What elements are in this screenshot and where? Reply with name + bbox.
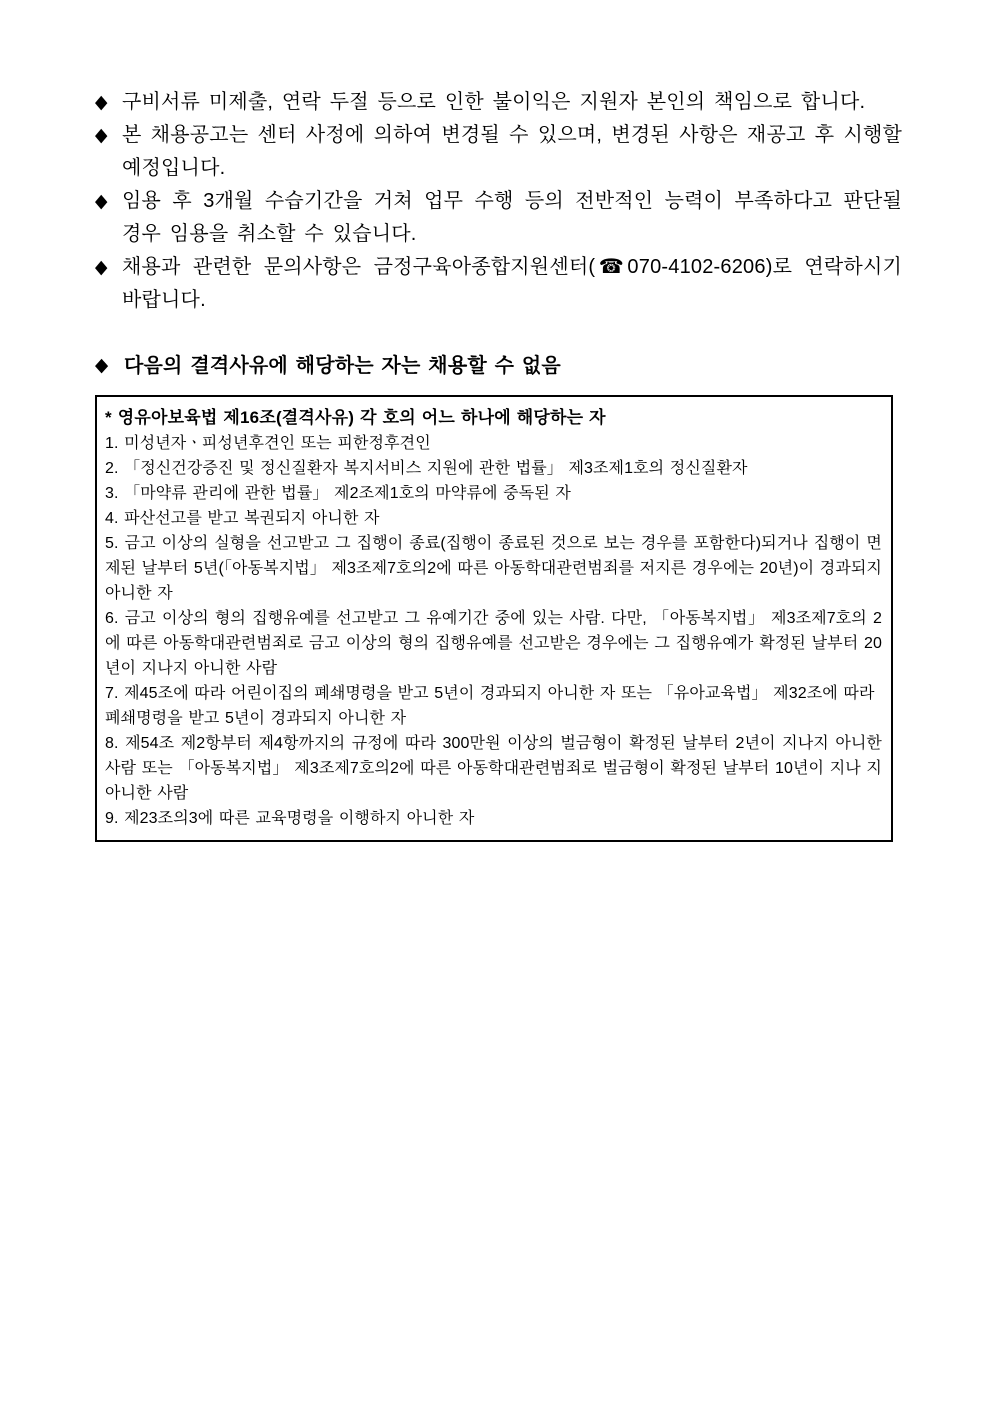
- notice-text: 채용과 관련한 문의사항은 금정구육아종합지원센터(☎070-4102-6206)로 연락하시기 바랍니다.: [122, 256, 902, 311]
- diamond-bullet-icon: ◆: [95, 191, 108, 212]
- disqualification-item-9: 9. 제23조의3에 따른 교육명령을 이행하지 아니한 자: [105, 810, 475, 827]
- disqualification-item-6: 6. 금고 이상의 형의 집행유예를 선고받고 그 유예기간 중에 있는 사람. 다만, 「아동복지법」 제3조제7호의 2에 따른 아동학대관련범죄로 금고 이상의 형의 집행유예를 선고받은 경우에는 그 집행유예가 확정된 날부터 20년이 지나지 아니한 사람: [105, 610, 882, 677]
- diamond-bullet-icon: ◆: [95, 125, 108, 146]
- notice-text: 본 채용공고는 센터 사정에 의하여 변경될 수 있으며, 변경된 사항은 재공고 후 시행할 예정입니다.: [122, 124, 902, 179]
- disqualification-item-7: 7. 제45조에 따라 어린이집의 폐쇄명령을 받고 5년이 경과되지 아니한 자 또는 「유아교육법」 제32조에 따라 폐쇄명령을 받고 5년이 경과되지 아니한 자: [105, 685, 875, 727]
- diamond-bullet-icon: ◆: [95, 257, 108, 278]
- disqualification-item-8: 8. 제54조 제2항부터 제4항까지의 규정에 따라 300만원 이상의 벌금형이 확정된 날부터 2년이 지나지 아니한 사람 또는 「아동복지법」 제3조제7호의2에 따른 아동학대관련범죄로 벌금형이 확정된 날부터 10년이 지나 지 아니한 사람: [105, 735, 882, 802]
- notice-text: 구비서류 미제출, 연락 두절 등으로 인한 불이익은 지원자 본인의 책임으로 합니다.: [122, 91, 866, 113]
- section-heading-text: 다음의 결격사유에 해당하는 자는 채용할 수 없음: [124, 355, 561, 377]
- notice-item-change: [95, 119, 902, 185]
- disqualification-item-2: 2. 「정신건강증진 및 정신질환자 복지서비스 지원에 관한 법률」 제3조제1호의 정신질환자: [105, 460, 748, 477]
- notice-list: [95, 86, 902, 317]
- notice-text: 임용 후 3개월 수습기간을 거쳐 업무 수행 등의 전반적인 능력이 부족하다고 판단될 경우 임용을 취소할 수 있습니다.: [122, 190, 902, 245]
- notice-item-contact: [95, 251, 902, 317]
- diamond-bullet-icon: ◆: [95, 92, 108, 113]
- disqualification-item-3: 3. 「마약류 관리에 관한 법률」 제2조제1호의 마약류에 중독된 자: [105, 485, 571, 502]
- box-title: * 영유아보육법 제16조(결격사유) 각 호의 어느 하나에 해당하는 자: [105, 408, 606, 427]
- disqualification-item-5: 5. 금고 이상의 실형을 선고받고 그 집행이 종료(집행이 종료된 것으로 보는 경우를 포함한다)되거나 집행이 면제된 날부터 5년(「아동복지법」 제3조제7호의2에 따른 아동학대관련범죄를 저지른 경우에는 20년)이 경과되지 아니한 자: [105, 535, 882, 602]
- diamond-bullet-icon: ◆: [95, 355, 109, 376]
- notice-item-documents: [95, 86, 902, 119]
- disqualification-item-1: 1. 미성년자ㆍ피성년후견인 또는 피한정후견인: [105, 435, 431, 452]
- disqualification-item-4: 4. 파산선고를 받고 복권되지 아니한 자: [105, 510, 380, 527]
- section-heading: [95, 354, 902, 378]
- disqualification-box: [95, 395, 893, 842]
- notice-item-probation: [95, 185, 902, 251]
